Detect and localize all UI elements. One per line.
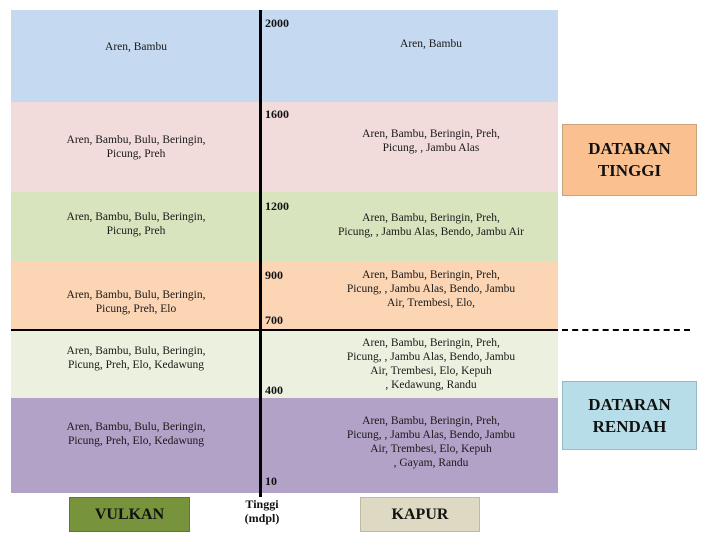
vulkan-species-1200: Aren, Bambu, Bulu, Beringin, Picung, Preh bbox=[66, 211, 206, 237]
tick-1600: 1600 bbox=[265, 107, 289, 121]
kapur-species-400: Aren, Bambu, Beringin, Preh, Picung, , Jambu Alas, Bendo, Jambu Air, Trembesi, Elo, Kepuh , Kedawung, Randu bbox=[346, 337, 516, 391]
band-900 bbox=[11, 261, 558, 329]
kapur-species-1600: Aren, Bambu, Beringin, Preh, Picung, , Jambu Alas bbox=[362, 128, 500, 154]
elevation-axis-label: Tinggi (mdpl) bbox=[244, 497, 280, 525]
vulkan-species-400: Aren, Bambu, Bulu, Beringin, Picung, Preh, Elo, Kedawung bbox=[66, 345, 206, 371]
legend-vulkan: VULKAN bbox=[69, 497, 190, 532]
tick-400: 400 bbox=[265, 383, 283, 397]
vulkan-species-10: Aren, Bambu, Bulu, Beringin, Picung, Preh, Elo, Kedawung bbox=[66, 421, 206, 447]
band-400 bbox=[11, 330, 558, 398]
tick-900: 900 bbox=[265, 268, 283, 282]
tick-1200: 1200 bbox=[265, 199, 289, 213]
tick-2000: 2000 bbox=[265, 16, 289, 30]
zone-dataran-rendah: DATARAN RENDAH bbox=[562, 381, 697, 450]
elevation-axis bbox=[259, 10, 262, 497]
tick-10: 10 bbox=[265, 474, 277, 488]
zone-dataran-tinggi: DATARAN TINGGI bbox=[562, 124, 697, 196]
tick-700: 700 bbox=[265, 313, 283, 327]
kapur-species-10: Aren, Bambu, Beringin, Preh, Picung, , Jambu Alas, Bendo, Jambu Air, Trembesi, Elo, Kepuh , Gayam, Randu bbox=[346, 415, 516, 469]
lowland-divider-dashed bbox=[562, 329, 690, 331]
vulkan-species-2000: Aren, Bambu bbox=[105, 41, 167, 53]
kapur-species-900: Aren, Bambu, Beringin, Preh, Picung, , Jambu Alas, Bendo, Jambu Air, Trembesi, Elo, bbox=[346, 269, 516, 309]
kapur-species-1200: Aren, Bambu, Beringin, Preh, Picung, , Jambu Alas, Bendo, Jambu Air bbox=[338, 212, 524, 238]
lowland-divider bbox=[11, 329, 558, 331]
vulkan-species-1600: Aren, Bambu, Bulu, Beringin, Picung, Preh bbox=[66, 134, 206, 160]
kapur-species-2000: Aren, Bambu bbox=[400, 38, 462, 50]
band-10 bbox=[11, 398, 558, 493]
vulkan-species-900: Aren, Bambu, Bulu, Beringin, Picung, Preh, Elo bbox=[66, 289, 206, 315]
legend-kapur: KAPUR bbox=[360, 497, 480, 532]
